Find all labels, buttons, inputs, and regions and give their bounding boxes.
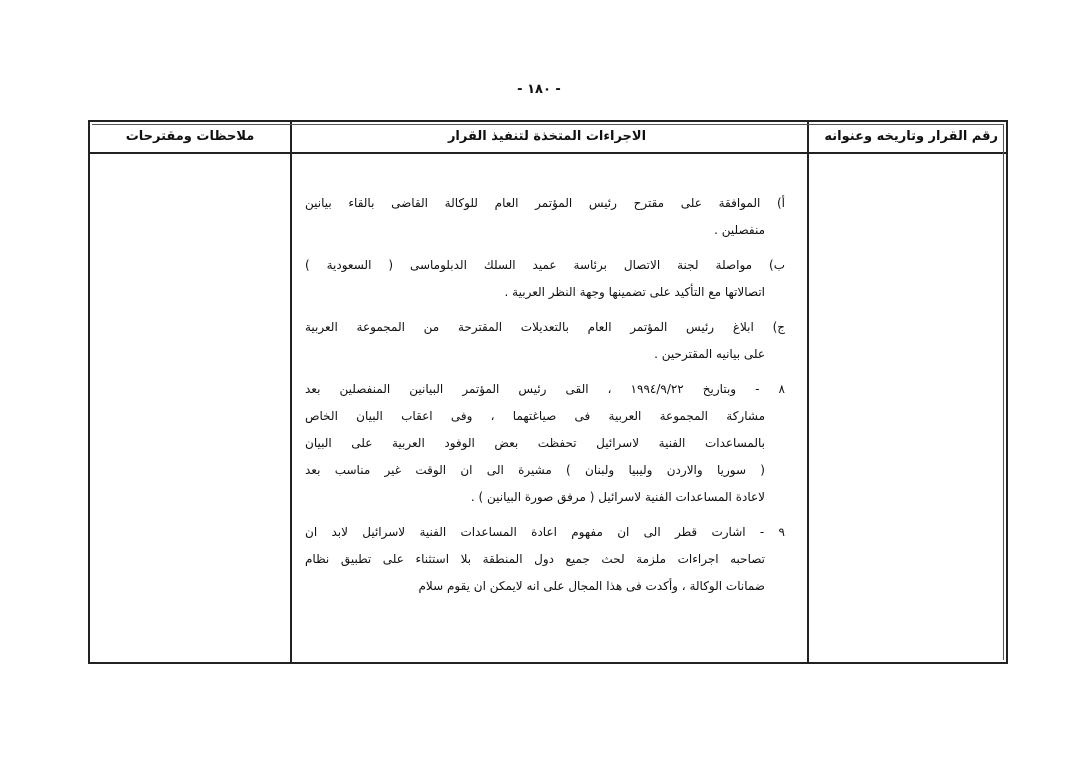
decisions-table [88, 120, 1008, 664]
action-item [305, 519, 785, 600]
text-line: تصاحبه اجراءات ملزمة لحث جميع دول المنطقة بلا استثناء على تطبيق نظام [305, 552, 765, 566]
text-line: اتصالاتها مع التأكيد على تضمينها وجهة النظر العربية . [504, 285, 765, 299]
header-decision: رقم القرار وتاريخه وعنوانه [808, 122, 1006, 154]
text-line: منفصلين . [714, 223, 765, 237]
text-line: ٨ - وبتاريخ ١٩٩٤/٩/٢٢ ، القى رئيس المؤتمر البيانين المنفصلين بعد [305, 382, 785, 396]
text-line: ( سوريا والاردن وليبيا ولبنان ) مشيرة الى ان الوقت غير مناسب بعد [305, 463, 765, 477]
action-item [305, 376, 785, 511]
text-line: ٩ - اشارت قطر الى ان مفهوم اعادة المساعدات الفنية لاسرائيل لابد ان [305, 525, 785, 539]
text-line: ضمانات الوكالة ، وأكدت فى هذا المجال على انه لايمكن ان يقوم سلام [418, 579, 765, 593]
column-divider [290, 122, 292, 662]
page-number: - ١٨٠ - [517, 82, 561, 97]
text-line: أ) الموافقة على مقترح رئيس المؤتمر العام للوكالة القاضى بالقاء بيانين [305, 196, 785, 210]
actions-content [305, 190, 785, 600]
text-line: على بيانيه المقترحين . [654, 347, 765, 361]
action-item [305, 252, 785, 306]
text-line: ب) مواصلة لجنة الاتصال برئاسة عميد السلك الدبلوماسى ( السعودية ) [305, 258, 785, 272]
text-line: لاعادة المساعدات الفنية لاسرائيل ( مرفق صورة البيانين ) . [470, 490, 765, 504]
action-item [305, 190, 785, 244]
column-divider [807, 122, 809, 662]
header-actions: الاجراءات المتخذة لتنفيذ القرار [286, 122, 808, 154]
header-notes: ملاحظات ومقترحات [90, 122, 290, 154]
action-item [305, 314, 785, 368]
text-line: بالمساعدات الفنية لاسرائيل تحفظت بعض الوفود العربية على البيان [305, 436, 765, 450]
text-line: ج) ابلاغ رئيس المؤتمر العام بالتعديلات المقترحة من المجموعة العربية [305, 320, 785, 334]
text-line: مشاركة المجموعة العربية فى صياغتهما ، وفى اعقاب البيان الخاص [305, 409, 765, 423]
